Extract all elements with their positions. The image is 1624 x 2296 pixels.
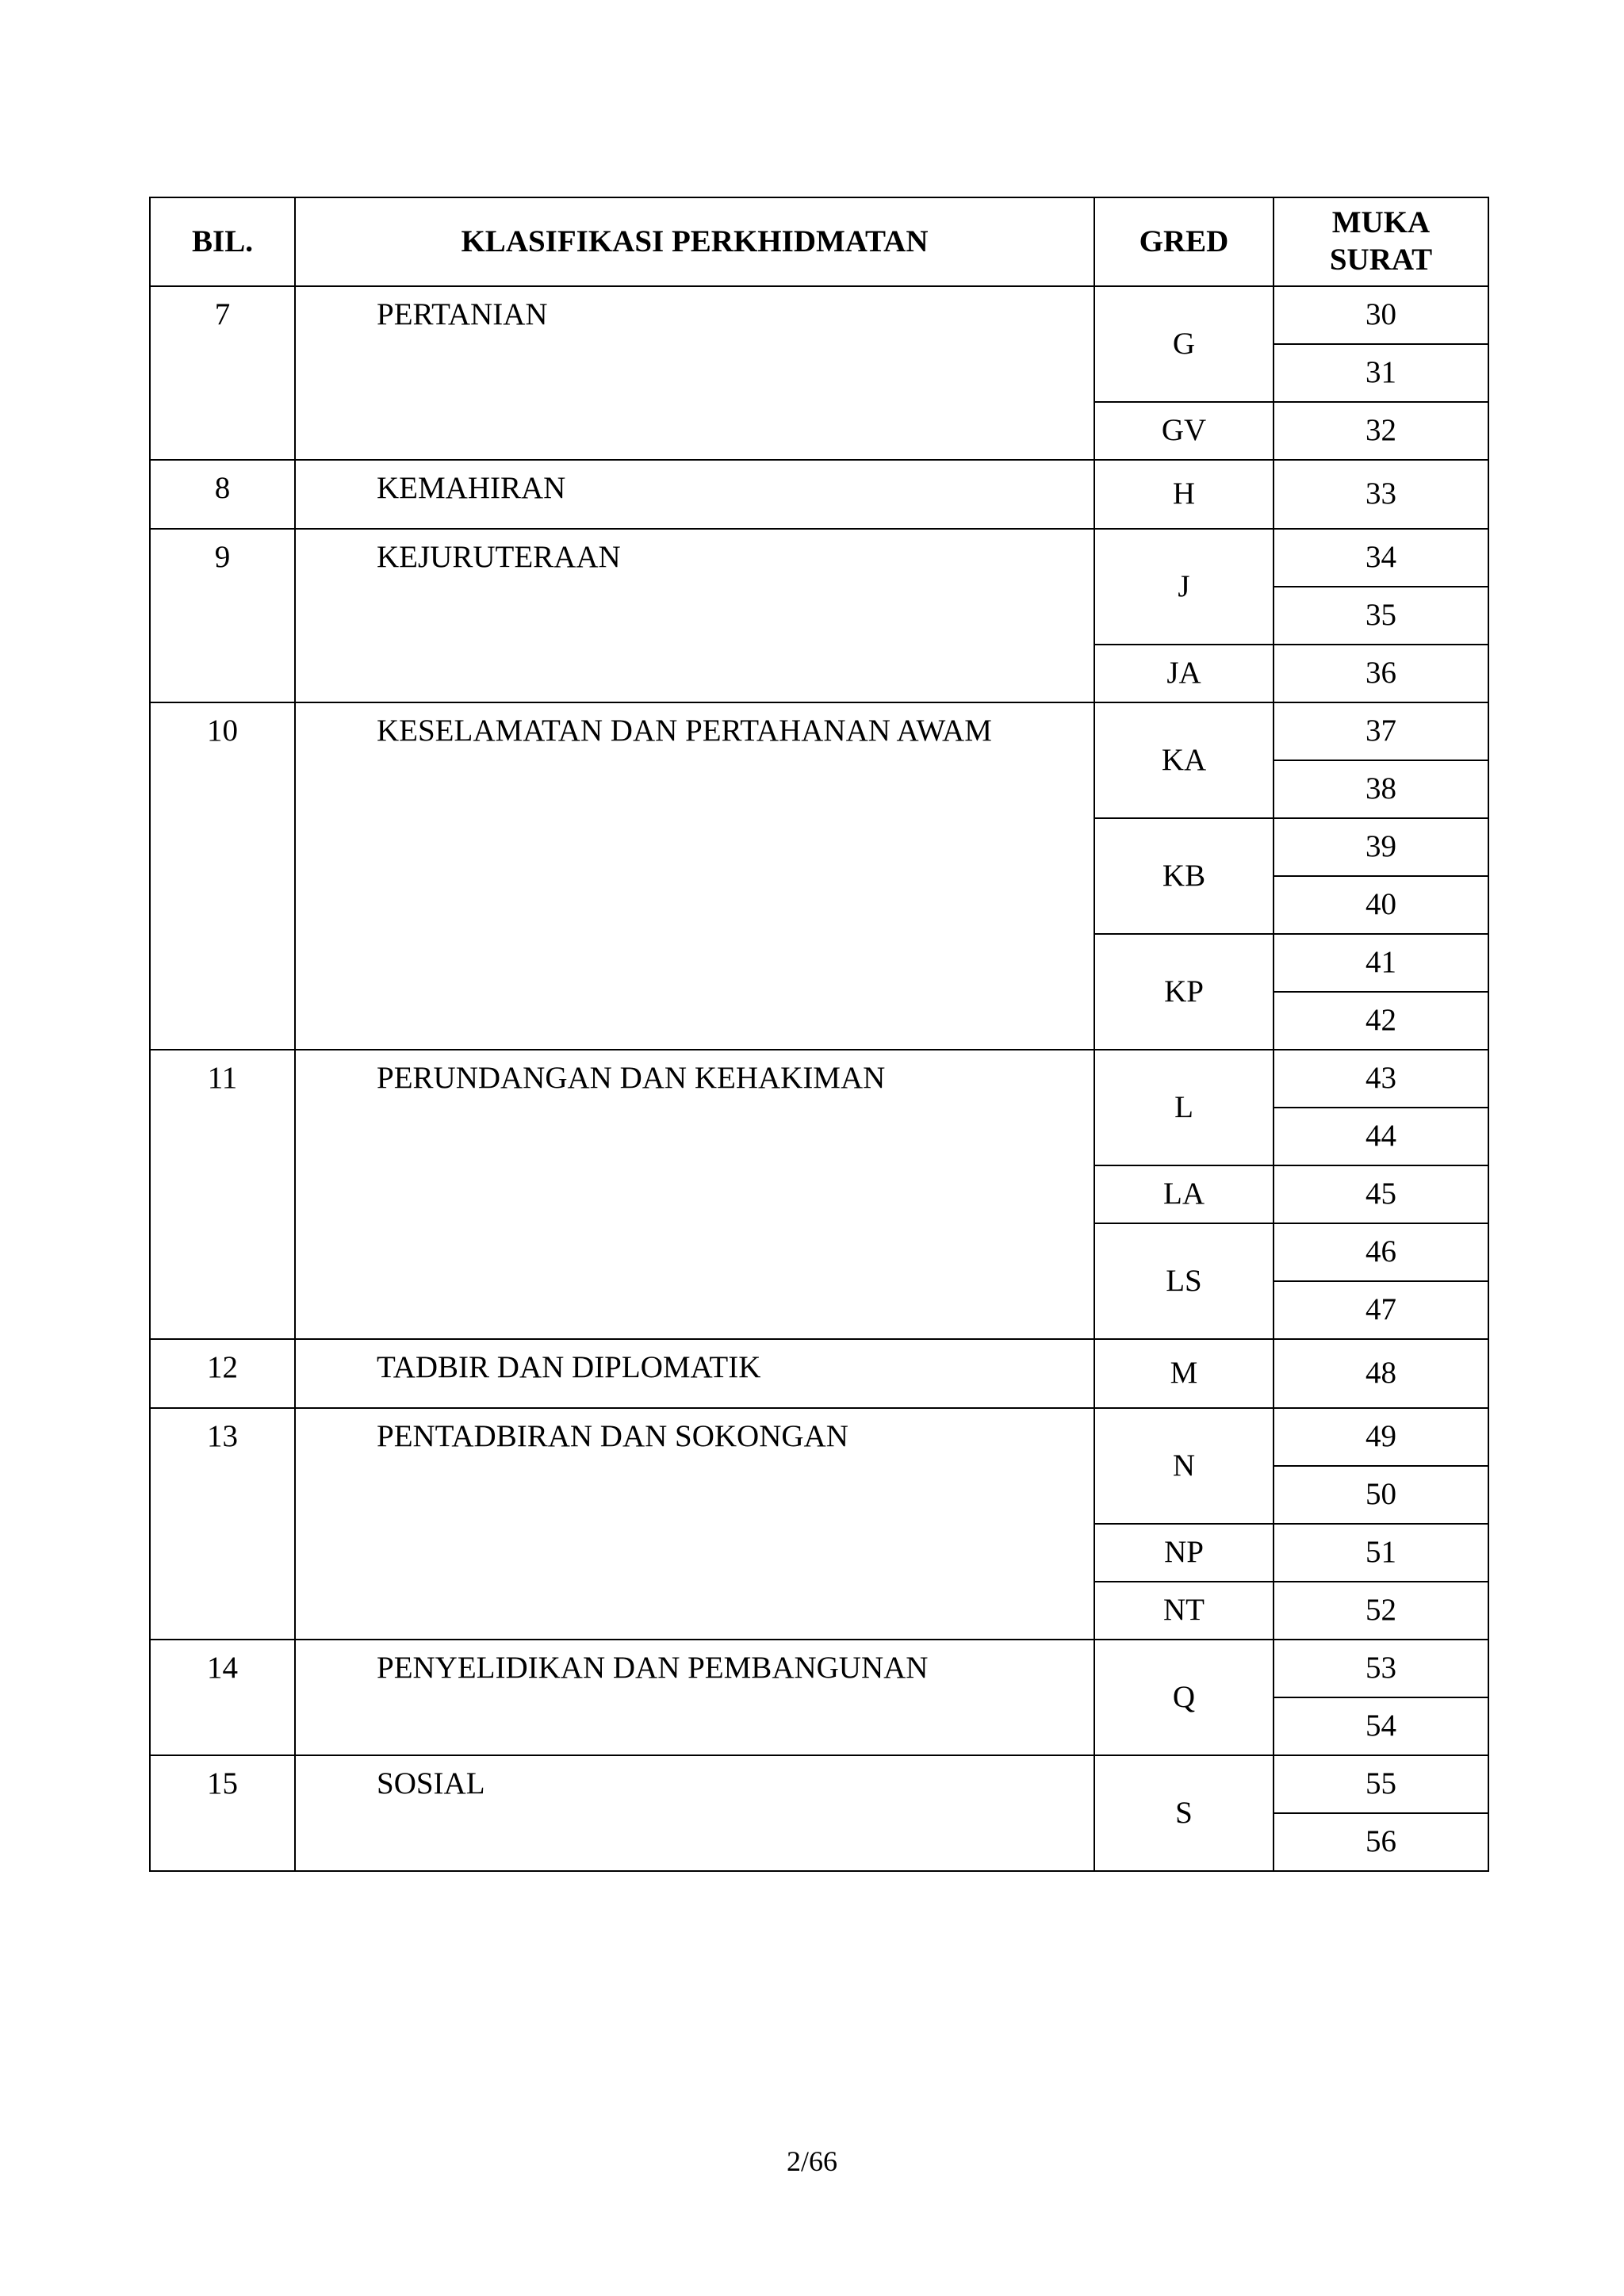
page-reference: 49 [1274, 1408, 1488, 1466]
grade-code: M [1094, 1339, 1274, 1408]
table-row [150, 529, 1488, 587]
page-reference: 36 [1274, 645, 1488, 702]
row-number: 7 [150, 286, 295, 460]
page-reference: 53 [1274, 1640, 1488, 1697]
service-classification: PENYELIDIKAN DAN PEMBANGUNAN [295, 1640, 1094, 1755]
grade-code: JA [1094, 645, 1274, 702]
service-classification: PENTADBIRAN DAN SOKONGAN [295, 1408, 1094, 1640]
table-body [150, 286, 1488, 1871]
grade-code: H [1094, 460, 1274, 529]
page-reference: 31 [1274, 344, 1488, 402]
grade-code: NP [1094, 1524, 1274, 1582]
grade-code: KP [1094, 934, 1274, 1050]
header-row [150, 197, 1488, 286]
grade-code: KB [1094, 818, 1274, 934]
page-reference: 55 [1274, 1755, 1488, 1813]
page-reference: 56 [1274, 1813, 1488, 1871]
row-number: 15 [150, 1755, 295, 1871]
table-row [150, 1050, 1488, 1108]
service-classification: KESELAMATAN DAN PERTAHANAN AWAM [295, 702, 1094, 1050]
row-number: 13 [150, 1408, 295, 1640]
page-reference: 30 [1274, 286, 1488, 344]
page-reference: 33 [1274, 460, 1488, 529]
grade-code: L [1094, 1050, 1274, 1165]
header-gred: GRED [1094, 197, 1274, 286]
grade-code: J [1094, 529, 1274, 645]
table-row [150, 702, 1488, 760]
grade-code: S [1094, 1755, 1274, 1871]
page-reference: 44 [1274, 1108, 1488, 1165]
page-reference: 34 [1274, 529, 1488, 587]
header-muka-surat-line1: MUKA [1331, 205, 1431, 240]
table-row [150, 460, 1488, 529]
service-classification: PERTANIAN [295, 286, 1094, 460]
page-reference: 47 [1274, 1281, 1488, 1339]
header-bil: BIL. [150, 197, 295, 286]
page-reference: 35 [1274, 587, 1488, 645]
service-classification: TADBIR DAN DIPLOMATIK [295, 1339, 1094, 1408]
page-reference: 46 [1274, 1223, 1488, 1281]
page-reference: 50 [1274, 1466, 1488, 1524]
page-number: 2/66 [786, 2145, 837, 2177]
row-number: 9 [150, 529, 295, 702]
page-reference: 41 [1274, 934, 1488, 992]
page-reference: 43 [1274, 1050, 1488, 1108]
page-reference: 45 [1274, 1165, 1488, 1223]
table-header [150, 197, 1488, 286]
table-row [150, 1640, 1488, 1697]
grade-code: G [1094, 286, 1274, 402]
table-row [150, 1408, 1488, 1466]
row-number: 11 [150, 1050, 295, 1339]
service-classification: KEJURUTERAAN [295, 529, 1094, 702]
page-reference: 52 [1274, 1582, 1488, 1640]
grade-code: Q [1094, 1640, 1274, 1755]
page-reference: 40 [1274, 876, 1488, 934]
header-klasifikasi: KLASIFIKASI PERKHIDMATAN [295, 197, 1094, 286]
page-reference: 38 [1274, 760, 1488, 818]
page-reference: 39 [1274, 818, 1488, 876]
page-reference: 51 [1274, 1524, 1488, 1582]
classification-table [149, 197, 1489, 1872]
grade-code: N [1094, 1408, 1274, 1524]
table-row [150, 286, 1488, 344]
page-reference: 54 [1274, 1697, 1488, 1755]
page-reference: 37 [1274, 702, 1488, 760]
row-number: 8 [150, 460, 295, 529]
grade-code: KA [1094, 702, 1274, 818]
grade-code: LS [1094, 1223, 1274, 1339]
service-classification: KEMAHIRAN [295, 460, 1094, 529]
table-row [150, 1755, 1488, 1813]
page-reference: 48 [1274, 1339, 1488, 1408]
page-reference: 42 [1274, 992, 1488, 1050]
header-muka-surat [1274, 197, 1488, 286]
row-number: 10 [150, 702, 295, 1050]
grade-code: GV [1094, 402, 1274, 460]
table-row [150, 1339, 1488, 1408]
header-muka-surat-line2: SURAT [1329, 243, 1433, 277]
row-number: 12 [150, 1339, 295, 1408]
row-number: 14 [150, 1640, 295, 1755]
grade-code: LA [1094, 1165, 1274, 1223]
service-classification: SOSIAL [295, 1755, 1094, 1871]
service-classification: PERUNDANGAN DAN KEHAKIMAN [295, 1050, 1094, 1339]
grade-code: NT [1094, 1582, 1274, 1640]
page-reference: 32 [1274, 402, 1488, 460]
